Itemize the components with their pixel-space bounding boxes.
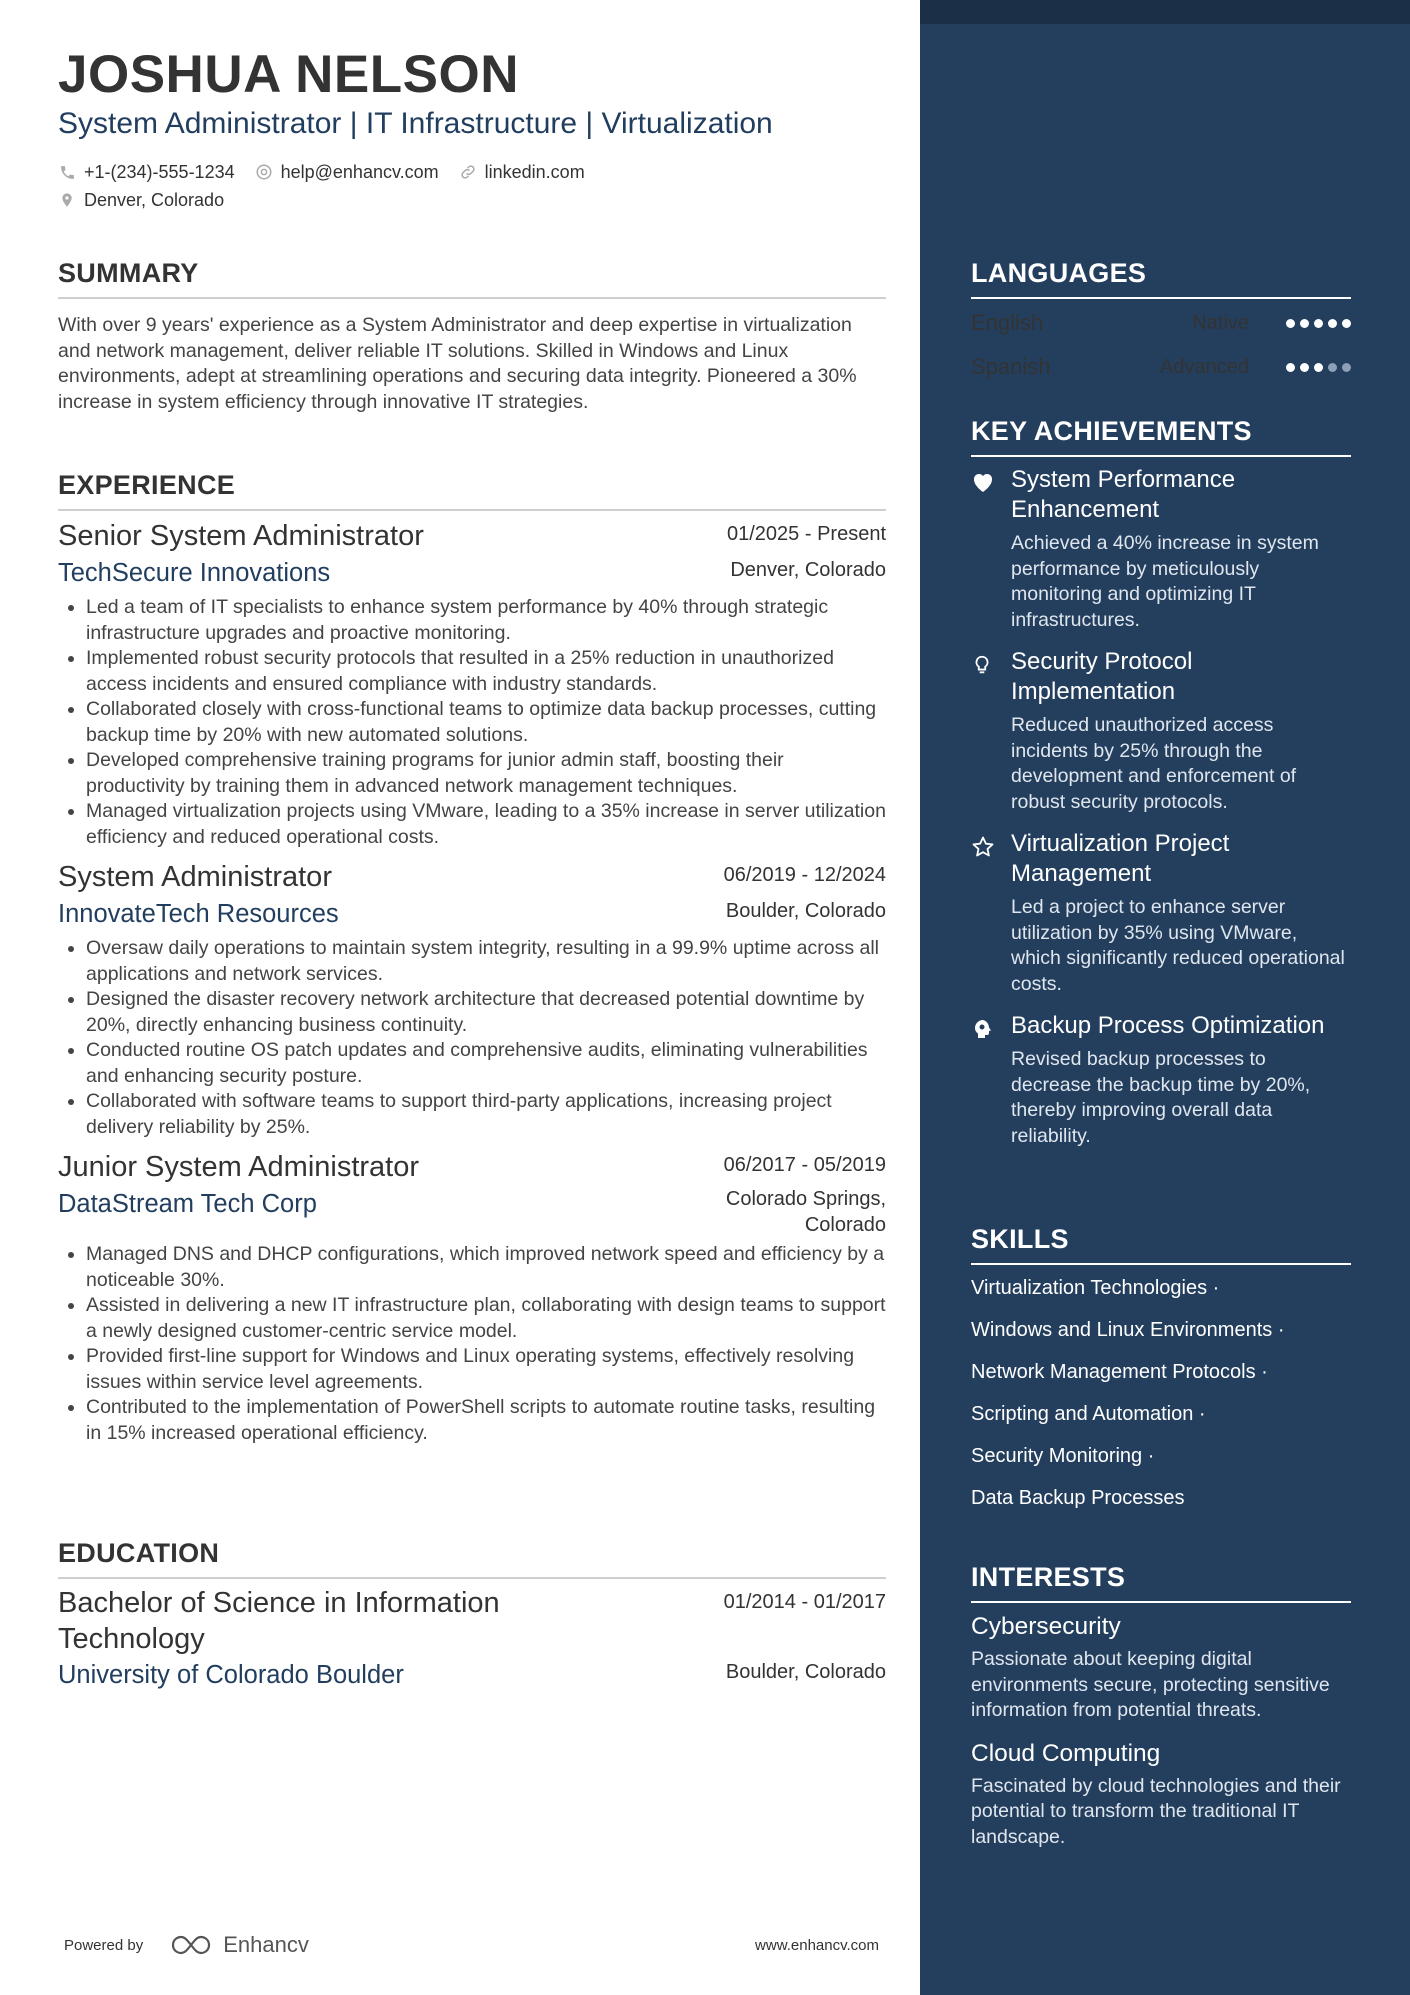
rating-dot: [1314, 363, 1323, 372]
heart-icon: [971, 465, 1011, 633]
location-pin-icon: [58, 191, 76, 209]
achievement-item: [971, 1011, 1351, 1149]
linkedin-text: linkedin.com: [484, 161, 585, 182]
enhancv-logo-icon: [169, 1933, 215, 1957]
rating-dot: [1342, 319, 1351, 328]
achievement-item: [971, 465, 1351, 633]
interest-desc: Fascinated by cloud technologies and their potential to transform the traditional IT landscape.: [971, 1774, 1341, 1848]
job-location-line: Colorado Springs,: [725, 1188, 886, 1210]
skill-item: Virtualization Technologies ·: [971, 1277, 1220, 1299]
location-text: Denver, Colorado: [84, 189, 225, 210]
section-divider: [58, 297, 886, 299]
job-company: DataStream Tech Corp: [58, 1190, 317, 1218]
achievement-title: System Performance Enhancement: [1011, 466, 1236, 523]
website-link[interactable]: www.enhancv.com: [755, 1936, 879, 1954]
candidate-title: System Administrator | IT Infrastructure | Virtualization: [58, 107, 773, 140]
education-section: [58, 1538, 886, 1693]
rating-dot: [1314, 319, 1323, 328]
degree-line: Technology: [58, 1623, 205, 1655]
school-name: University of Colorado Boulder: [58, 1661, 404, 1689]
sidebar-top-bar: [920, 0, 1410, 24]
language-rating: [1281, 363, 1351, 372]
achievement-item: [971, 829, 1351, 997]
linkedin-contact[interactable]: [459, 162, 585, 183]
list-item: • Collaborated closely with cross-functional teams to optimize data backup processes, cutting backup time by 20% with new automated solutions.: [86, 697, 886, 748]
experience-section: [58, 470, 886, 1446]
list-item: • Contributed to the implementation of PowerShell scripts to automate routine tasks, resulting in 15% increased operational efficiency.: [86, 1395, 886, 1446]
job-entry: [58, 517, 886, 850]
brain-icon: [971, 1011, 1011, 1149]
rating-dot: [1328, 319, 1337, 328]
rating-dot: [1286, 319, 1295, 328]
candidate-name: JOSHUA NELSON: [58, 45, 519, 104]
summary-section: [58, 258, 886, 415]
section-divider: [971, 1601, 1351, 1603]
achievement-desc: Achieved a 40% increase in system performance by meticulously monitoring and optimizing IT infrastructures.: [1011, 532, 1319, 631]
list-item: • Managed DNS and DHCP configurations, which improved network speed and efficiency by a noticeable 30%.: [86, 1242, 886, 1293]
section-divider: [971, 297, 1351, 299]
language-rating: [1281, 319, 1351, 328]
section-divider: [58, 1577, 886, 1579]
language-item: [971, 301, 1351, 345]
job-title: Senior System Administrator: [58, 520, 424, 552]
interest-desc: Passionate about keeping digital environments secure, protecting sensitive information from potential threats.: [971, 1648, 1330, 1721]
achievements-section: [971, 416, 1351, 1149]
rating-dot: [1328, 363, 1337, 372]
skills-section: [971, 1224, 1351, 1519]
rating-dot: [1300, 363, 1309, 372]
list-item: • Oversaw daily operations to maintain system integrity, resulting in a 99.9% uptime across all applications and network services.: [86, 936, 886, 987]
achievement-desc: Revised backup processes to decrease the backup time by 20%, thereby improving overall data reliability.: [1011, 1048, 1311, 1147]
email-text: help@enhancv.com: [280, 161, 439, 182]
summary-text: With over 9 years' experience as a System Administrator and deep expertise in virtualization and network management, deliver reliable IT solutions. Skilled in Windows and Linux environments, adept at streamlining operations and securing data integrity. Pioneered a 30% increase in system efficiency through innovative IT strategies.: [58, 314, 857, 413]
interest-title: Cybersecurity: [971, 1613, 1121, 1640]
interest-item: [971, 1611, 1351, 1724]
list-item: • Provided first-line support for Windows and Linux operating systems, effectively resolving issues within service level agreements.: [86, 1344, 886, 1395]
job-company: InnovateTech Resources: [58, 900, 339, 928]
job-location: Denver, Colorado: [730, 559, 886, 581]
section-divider: [971, 1263, 1351, 1265]
language-name: English: [971, 310, 1044, 335]
achievement-title: Backup Process Optimization: [1011, 1012, 1325, 1039]
list-item: • Managed virtualization projects using VMware, leading to a 35% increase in server utilization efficiency and reduced operational costs.: [86, 799, 886, 850]
job-bullets: [58, 595, 886, 850]
job-dates: 06/2017 - 05/2019: [723, 1154, 886, 1176]
skill-label: Security Monitoring: [971, 1445, 1143, 1467]
section-divider: [58, 509, 886, 511]
list-item: • Designed the disaster recovery network architecture that decreased potential downtime by 20%, directly enhancing business continuity.: [86, 987, 886, 1038]
job-entry: [58, 1148, 886, 1446]
job-title: System Administrator: [58, 861, 332, 893]
education-heading: EDUCATION: [58, 1538, 220, 1568]
list-item: • Conducted routine OS patch updates and comprehensive audits, eliminating vulnerabilities and enhancing security posture.: [86, 1038, 886, 1089]
school-location: Boulder, Colorado: [725, 1661, 886, 1683]
interests-section: [971, 1562, 1351, 1850]
skills-heading: SKILLS: [971, 1224, 1069, 1254]
powered-by-label: Powered by: [64, 1936, 144, 1954]
footer: [64, 1932, 879, 1958]
degree-line: Bachelor of Science in Information: [58, 1587, 500, 1619]
skill-item: Security Monitoring ·: [971, 1445, 1155, 1467]
link-icon: [459, 163, 477, 181]
interest-item: [971, 1738, 1351, 1851]
skill-label: Scripting and Automation: [971, 1403, 1194, 1425]
achievement-title: Security Protocol Implementation: [1011, 648, 1193, 705]
section-divider: [971, 455, 1351, 457]
contact-info: [58, 158, 605, 214]
phone-icon: [58, 163, 76, 181]
phone-text: +1-(234)-555-1234: [84, 161, 235, 182]
email-contact[interactable]: [255, 162, 439, 183]
rating-dot: [1286, 363, 1295, 372]
job-title: Junior System Administrator: [58, 1151, 420, 1183]
interest-title: Cloud Computing: [971, 1739, 1161, 1767]
achievement-desc: Led a project to enhance server utilization by 35% using VMware, which significantly reduced operational costs.: [1011, 896, 1345, 995]
rating-dot: [1342, 363, 1351, 372]
list-item: • Collaborated with software teams to support third-party applications, increasing project delivery reliability by 25%.: [86, 1089, 886, 1140]
job-bullets: [58, 936, 886, 1140]
job-dates: 06/2019 - 12/2024: [723, 864, 886, 886]
job-bullets: [58, 1242, 886, 1446]
at-icon: [255, 163, 273, 181]
list-item: • Implemented robust security protocols that resulted in a 25% reduction in unauthorized access incidents and ensured compliance with industry standards.: [86, 646, 886, 697]
achievement-title: Virtualization Project Management: [1011, 830, 1230, 887]
list-item: • Led a team of IT specialists to enhance system performance by 40% through strategic infrastructure upgrades and proactive monitoring.: [86, 595, 886, 646]
location-contact: [58, 190, 224, 211]
language-item: [971, 345, 1351, 389]
phone-contact[interactable]: [58, 162, 235, 183]
skill-item: Network Management Protocols ·: [971, 1361, 1268, 1383]
job-entry: [58, 858, 886, 1140]
job-location: [726, 1186, 886, 1238]
summary-heading: SUMMARY: [58, 258, 199, 288]
brand-name: Enhancv: [223, 1932, 309, 1957]
list-item: • Developed comprehensive training programs for junior admin staff, boosting their productivity by training them in advanced network management techniques.: [86, 748, 886, 799]
lightbulb-icon: [971, 647, 1011, 815]
skill-item: [971, 1477, 1351, 1519]
achievements-heading: KEY ACHIEVEMENTS: [971, 416, 1252, 446]
skill-label: Windows and Linux Environments: [971, 1319, 1273, 1341]
skill-label: Data Backup Processes: [971, 1487, 1185, 1509]
skill-item: Windows and Linux Environments ·: [971, 1319, 1285, 1341]
experience-heading: EXPERIENCE: [58, 470, 236, 500]
interests-heading: INTERESTS: [971, 1562, 1126, 1592]
skill-label: Virtualization Technologies: [971, 1277, 1208, 1299]
language-level: Advanced: [1160, 355, 1249, 378]
language-name: Spanish: [971, 354, 1051, 379]
achievement-item: [971, 647, 1351, 815]
rating-dot: [1300, 319, 1309, 328]
enhancv-logo[interactable]: [169, 1932, 309, 1958]
job-dates: 01/2025 - Present: [727, 523, 886, 545]
skill-item: Scripting and Automation ·: [971, 1403, 1206, 1425]
job-company: TechSecure Innovations: [58, 559, 331, 587]
education-dates: 01/2014 - 01/2017: [723, 1591, 886, 1613]
job-location: Boulder, Colorado: [725, 900, 886, 922]
achievement-desc: Reduced unauthorized access incidents by 25% through the development and enforcement of robust security protocols.: [1011, 714, 1297, 813]
skill-label: Network Management Protocols: [971, 1361, 1256, 1383]
list-item: • Assisted in delivering a new IT infrastructure plan, collaborating with design teams to support a newly designed customer-centric service model.: [86, 1293, 886, 1344]
job-location-line: Colorado: [804, 1214, 886, 1236]
degree: [58, 1585, 500, 1657]
language-level: Native: [1192, 311, 1249, 334]
languages-heading: LANGUAGES: [971, 258, 1147, 288]
star-icon: [971, 829, 1011, 997]
languages-section: [971, 258, 1351, 389]
